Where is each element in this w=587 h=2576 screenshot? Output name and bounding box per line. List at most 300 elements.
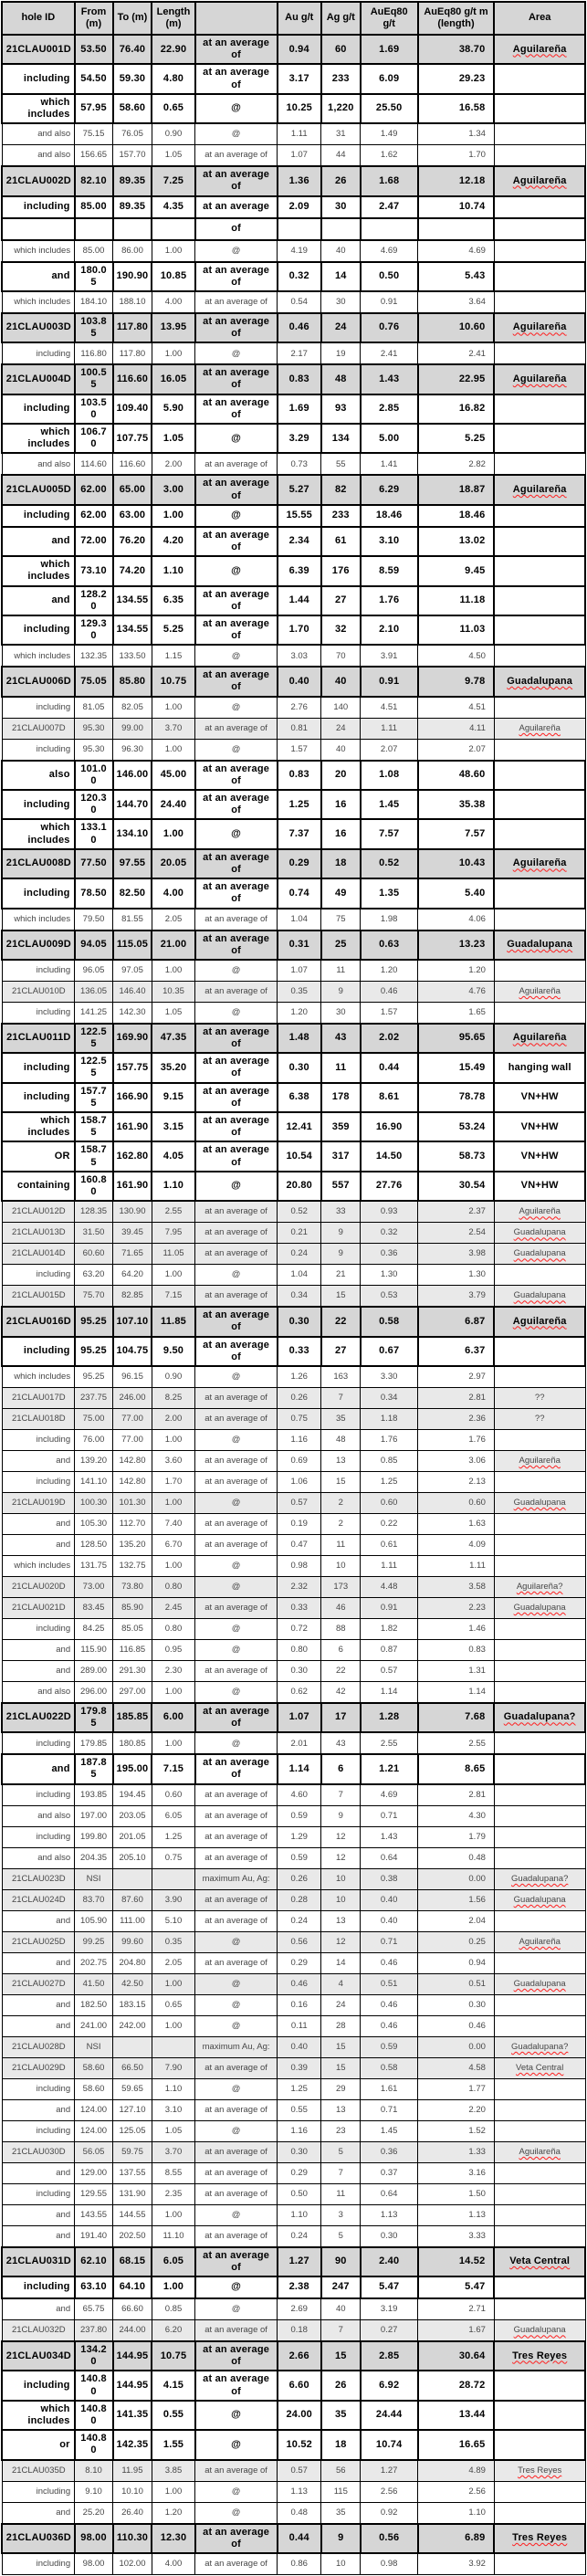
cell-from: 129.55: [75, 2183, 113, 2204]
cell-aueqm: 0.60: [418, 1492, 495, 1513]
cell-label: and: [2, 1754, 75, 1783]
table-row: [2, 1952, 585, 1973]
cell-area: Guadalupana: [494, 667, 585, 696]
cell-len: 1.00: [152, 2481, 194, 2502]
cell-ag: 5: [321, 2141, 361, 2162]
cell-len: 2.45: [152, 1597, 194, 1618]
cell-ag: 11: [321, 2183, 361, 2204]
cell-to: 68.15: [113, 2247, 152, 2276]
table-row: [2, 1450, 585, 1471]
cell-au: 1.70: [278, 615, 321, 645]
cell-len: 4.15: [152, 2371, 194, 2400]
cell-avg: @: [195, 342, 278, 364]
cell-from: 157.75: [75, 1083, 113, 1112]
cell-avg: @: [195, 556, 278, 585]
cell-to: 82.85: [113, 1286, 152, 1308]
cell-ag: 6: [321, 1639, 361, 1660]
cell-aueq: 1.18: [361, 1408, 418, 1429]
cell-avg: at an average of: [195, 64, 278, 93]
cell-ag: 9: [321, 981, 361, 1002]
cell-from: 136.05: [75, 981, 113, 1002]
cell-to: 134.10: [113, 819, 152, 848]
table-row: [2, 1307, 585, 1336]
cell-au: 0.24: [278, 1244, 321, 1265]
cell-len: 24.40: [152, 790, 194, 819]
cell-to: 117.80: [113, 313, 152, 342]
cell-aueq: 1.25: [361, 1471, 418, 1492]
cell-avg: at an average of: [195, 1703, 278, 1732]
cell-from: 85.00: [75, 240, 113, 262]
cell-aueqm: 30.64: [418, 2341, 495, 2371]
cell-aueqm: 4.58: [418, 2057, 495, 2078]
cell-ag: 16: [321, 819, 361, 848]
cell-area: [494, 1366, 585, 1388]
cell-aueq: 0.46: [361, 1994, 418, 2015]
cell-avg: @: [195, 2430, 278, 2459]
cell-avg: at an average of: [195, 849, 278, 878]
cell-len: 6.35: [152, 586, 194, 615]
cell-to: 73.80: [113, 1576, 152, 1597]
cell-aueqm: 95.65: [418, 1024, 495, 1053]
cell-au: 10.54: [278, 1141, 321, 1171]
cell-from: 158.75: [75, 1141, 113, 1171]
cell-len: 1.00: [152, 1555, 194, 1576]
cell-aueqm: 13.44: [418, 2401, 495, 2430]
cell-ag: 26: [321, 2371, 361, 2400]
cell-au: 1.27: [278, 2247, 321, 2276]
cell-area: [494, 739, 585, 761]
cell-au: 3.17: [278, 64, 321, 93]
cell-from: 75.05: [75, 667, 113, 696]
table-row: [2, 505, 585, 527]
cell-area: [494, 1534, 585, 1555]
cell-ag: 12: [321, 1826, 361, 1847]
cell-label: 21CLAU005D: [2, 475, 75, 504]
cell-to: 180.85: [113, 1732, 152, 1754]
cell-len: 8.25: [152, 1387, 194, 1408]
cell-aueq: 0.56: [361, 2524, 418, 2553]
cell-avg: at an average of: [195, 1112, 278, 1141]
table-row: [2, 1265, 585, 1286]
cell-aueqm: 1.14: [418, 1681, 495, 1703]
cell-area: [494, 453, 585, 475]
cell-to: 202.50: [113, 2225, 152, 2247]
table-row: [2, 240, 585, 262]
cell-from: 31.50: [75, 1223, 113, 1244]
cell-ag: 60: [321, 35, 361, 64]
cell-to: 144.55: [113, 2204, 152, 2225]
cell-aueq: 0.30: [361, 2225, 418, 2247]
cell-from: 289.00: [75, 1660, 113, 1681]
cell-aueqm: 30.54: [418, 1172, 495, 1201]
cell-from: 120.30: [75, 790, 113, 819]
cell-area: Aguilareña: [494, 166, 585, 195]
cell-au: 0.29: [278, 2162, 321, 2183]
cell-ag: 9: [321, 2524, 361, 2553]
cell-au: 0.59: [278, 1805, 321, 1826]
cell-aueq: 0.98: [361, 2553, 418, 2575]
cell-ag: 30: [321, 1002, 361, 1024]
cell-avg: @: [195, 697, 278, 719]
cell-ag: 15: [321, 1286, 361, 1308]
cell-avg: at an average of: [195, 527, 278, 556]
cell-aueq: 0.87: [361, 1639, 418, 1660]
cell-area: [494, 1910, 585, 1931]
table-row: [2, 2460, 585, 2482]
cell-label: including: [2, 1618, 75, 1639]
cell-au: 2.34: [278, 527, 321, 556]
cell-aueq: 2.10: [361, 615, 418, 645]
cell-from: 65.75: [75, 2298, 113, 2320]
cell-to: 39.45: [113, 1223, 152, 1244]
table-row: [2, 1805, 585, 1826]
cell-len: 1.00: [152, 1973, 194, 1994]
cell-avg: at an average of: [195, 394, 278, 424]
cell-ag: 44: [321, 145, 361, 167]
cell-len: 11.10: [152, 2225, 194, 2247]
cell-aueq: 0.57: [361, 1660, 418, 1681]
cell-aueqm: 3.98: [418, 1244, 495, 1265]
cell-au: 1.11: [278, 123, 321, 145]
cell-len: 3.60: [152, 1450, 194, 1471]
cell-to: 59.75: [113, 2141, 152, 2162]
cell-area: Aguilareña: [494, 313, 585, 342]
cell-au: 6.39: [278, 556, 321, 585]
cell-label: including: [2, 1429, 75, 1450]
cell-aueq: 7.57: [361, 819, 418, 848]
cell-au: 1.25: [278, 2078, 321, 2099]
cell-au: 2.17: [278, 342, 321, 364]
cell-avg: at an average of: [195, 1952, 278, 1973]
cell-label: which includes: [2, 819, 75, 848]
table-row: [2, 1286, 585, 1308]
cell-label: and: [2, 1639, 75, 1660]
table-row: [2, 1492, 585, 1513]
cell-len: 2.05: [152, 909, 194, 931]
cell-from: 141.10: [75, 1471, 113, 1492]
cell-to: [113, 218, 152, 240]
table-row: [2, 2225, 585, 2247]
cell-label: and: [2, 586, 75, 615]
cell-len: 11.85: [152, 1307, 194, 1336]
cell-label: which includes: [2, 291, 75, 313]
cell-from: 191.40: [75, 2225, 113, 2247]
cell-to: 96.30: [113, 739, 152, 761]
cell-aueqm: 4.76: [418, 981, 495, 1002]
cell-from: 103.50: [75, 394, 113, 424]
table-row: [2, 1660, 585, 1681]
table-row: [2, 849, 585, 878]
cell-aueq: 1.28: [361, 1703, 418, 1732]
cell-from: 84.25: [75, 1618, 113, 1639]
cell-aueq: 2.85: [361, 394, 418, 424]
cell-to: 166.90: [113, 1083, 152, 1112]
cell-area: Guadalupana: [494, 1597, 585, 1618]
cell-avg: at an average of: [195, 1244, 278, 1265]
cell-from: 132.35: [75, 645, 113, 667]
table-row: [2, 1847, 585, 1868]
cell-au: 10.52: [278, 2430, 321, 2459]
cell-ag: 30: [321, 291, 361, 313]
cell-aueqm: 2.36: [418, 1408, 495, 1429]
cell-from: 124.00: [75, 2099, 113, 2120]
cell-ag: 33: [321, 1201, 361, 1223]
table-row: [2, 1826, 585, 1847]
cell-aueq: 0.64: [361, 2183, 418, 2204]
cell-label: which includes: [2, 1366, 75, 1388]
cell-label: including: [2, 1471, 75, 1492]
cell-from: 180.05: [75, 262, 113, 291]
cell-ag: 2: [321, 1513, 361, 1534]
cell-aueqm: 0.48: [418, 1847, 495, 1868]
cell-len: 10.85: [152, 262, 194, 291]
cell-from: NSI: [75, 2036, 113, 2057]
table-row: [2, 1784, 585, 1806]
cell-avg: @: [195, 1973, 278, 1994]
cell-from: 73.00: [75, 1576, 113, 1597]
cell-from: 124.00: [75, 2120, 113, 2141]
cell-to: 85.80: [113, 667, 152, 696]
cell-aueq: 0.22: [361, 1513, 418, 1534]
cell-len: 3.90: [152, 1889, 194, 1910]
cell-area: VN+HW: [494, 1172, 585, 1201]
cell-from: 8.10: [75, 2460, 113, 2482]
table-row: [2, 1083, 585, 1112]
cell-avg: @: [195, 1732, 278, 1754]
cell-aueqm: 1.67: [418, 2320, 495, 2342]
table-row: [2, 527, 585, 556]
table-row: [2, 1429, 585, 1450]
cell-area: [494, 1429, 585, 1450]
cell-ag: 17: [321, 1703, 361, 1732]
cell-au: 0.40: [278, 667, 321, 696]
cell-from: 95.30: [75, 739, 113, 761]
cell-ag: 93: [321, 394, 361, 424]
cell-to: 11.95: [113, 2460, 152, 2482]
cell-to: 242.00: [113, 2015, 152, 2036]
cell-aueq: 0.50: [361, 262, 418, 291]
cell-au: 15.55: [278, 505, 321, 527]
cell-au: 0.73: [278, 453, 321, 475]
cell-len: 1.00: [152, 819, 194, 848]
cell-label: 21CLAU012D: [2, 1201, 75, 1223]
cell-ag: 27: [321, 1337, 361, 1366]
cell-au: 0.11: [278, 2015, 321, 2036]
cell-avg: at an average of: [195, 931, 278, 960]
cell-aueqm: 18.87: [418, 475, 495, 504]
cell-from: 41.50: [75, 1973, 113, 1994]
cell-au: 1.48: [278, 1024, 321, 1053]
cell-area: [494, 2204, 585, 2225]
table-row: [2, 1024, 585, 1053]
cell-from: 182.50: [75, 1994, 113, 2015]
header-area: Area: [494, 2, 585, 35]
table-row: [2, 424, 585, 453]
cell-label: including: [2, 1083, 75, 1112]
cell-label: which includes: [2, 94, 75, 123]
cell-label: and: [2, 1910, 75, 1931]
cell-len: 0.85: [152, 2298, 194, 2320]
table-row: [2, 453, 585, 475]
cell-avg: @: [195, 1931, 278, 1952]
cell-label: and also: [2, 1847, 75, 1868]
cell-to: 66.60: [113, 2298, 152, 2320]
table-row: [2, 761, 585, 790]
cell-label: which includes: [2, 1112, 75, 1141]
cell-label: and also: [2, 123, 75, 145]
cell-from: 184.10: [75, 291, 113, 313]
cell-from: 133.10: [75, 819, 113, 848]
cell-aueq: 3.30: [361, 1366, 418, 1388]
cell-aueqm: 11.03: [418, 615, 495, 645]
cell-label: 21CLAU020D: [2, 1576, 75, 1597]
cell-len: 6.00: [152, 1703, 194, 1732]
cell-au: 0.16: [278, 1994, 321, 2015]
cell-aueq: 0.51: [361, 1973, 418, 1994]
cell-to: 203.05: [113, 1805, 152, 1826]
cell-to: 110.30: [113, 2524, 152, 2553]
cell-avg: @: [195, 960, 278, 982]
cell-to: 89.35: [113, 166, 152, 195]
cell-au: 2.09: [278, 196, 321, 218]
cell-area: [494, 1754, 585, 1783]
cell-au: 1.26: [278, 1366, 321, 1388]
cell-len: 1.00: [152, 1492, 194, 1513]
header-to: To (m): [113, 2, 152, 35]
cell-aueqm: 2.23: [418, 1597, 495, 1618]
cell-aueq: 1.11: [361, 718, 418, 739]
cell-area: [494, 1660, 585, 1681]
cell-from: 57.95: [75, 94, 113, 123]
cell-label: and: [2, 2099, 75, 2120]
cell-ag: 48: [321, 1429, 361, 1450]
cell-from: 160.80: [75, 1172, 113, 1201]
cell-au: 0.32: [278, 262, 321, 291]
cell-aueq: 2.85: [361, 2341, 418, 2371]
cell-from: 122.55: [75, 1024, 113, 1053]
cell-from: 81.05: [75, 697, 113, 719]
table-row: [2, 790, 585, 819]
cell-aueq: 1.49: [361, 123, 418, 145]
cell-to: 162.80: [113, 1141, 152, 1171]
cell-to: 144.95: [113, 2371, 152, 2400]
cell-au: 3.03: [278, 645, 321, 667]
cell-len: 7.90: [152, 2057, 194, 2078]
cell-to: 130.90: [113, 1201, 152, 1223]
cell-avg: at an average of: [195, 262, 278, 291]
cell-ag: 12: [321, 1847, 361, 1868]
cell-au: 4.60: [278, 1784, 321, 1806]
cell-ag: 14: [321, 262, 361, 291]
cell-area: [494, 1337, 585, 1366]
cell-avg: at an average of: [195, 586, 278, 615]
table-row: [2, 1223, 585, 1244]
cell-aueq: 2.40: [361, 2247, 418, 2276]
cell-area: [494, 2481, 585, 2502]
cell-from: 94.05: [75, 931, 113, 960]
cell-area: Aguilareña: [494, 849, 585, 878]
cell-ag: 11: [321, 960, 361, 982]
cell-ag: 29: [321, 2078, 361, 2099]
cell-au: 0.33: [278, 1337, 321, 1366]
cell-au: 0.98: [278, 1555, 321, 1576]
cell-from: 58.60: [75, 2057, 113, 2078]
cell-aueqm: 0.00: [418, 1868, 495, 1889]
cell-from: 9.10: [75, 2481, 113, 2502]
cell-ag: 55: [321, 453, 361, 475]
cell-area: Aguilareña: [494, 718, 585, 739]
cell-area: VN+HW: [494, 1141, 585, 1171]
table-row: [2, 2430, 585, 2459]
cell-to: 58.60: [113, 94, 152, 123]
cell-au: 0.56: [278, 1931, 321, 1952]
cell-au: 1.36: [278, 166, 321, 195]
cell-au: 0.29: [278, 849, 321, 878]
cell-area: Guadalupana?: [494, 1868, 585, 1889]
cell-ag: 176: [321, 556, 361, 585]
cell-aueq: 16.90: [361, 1112, 418, 1141]
table-row: [2, 1387, 585, 1408]
cell-aueqm: 16.58: [418, 94, 495, 123]
cell-ag: 9: [321, 1244, 361, 1265]
table-row: [2, 667, 585, 696]
cell-aueqm: 2.54: [418, 1223, 495, 1244]
cell-avg: @: [195, 1492, 278, 1513]
cell-label: including: [2, 342, 75, 364]
cell-ag: 42: [321, 1681, 361, 1703]
cell-aueqm: 4.51: [418, 697, 495, 719]
cell-aueq: 4.69: [361, 240, 418, 262]
cell-len: 6.20: [152, 2320, 194, 2342]
cell-to: 205.10: [113, 1847, 152, 1868]
cell-aueqm: 1.52: [418, 2120, 495, 2141]
cell-len: 1.05: [152, 1002, 194, 1024]
cell-from: 95.25: [75, 1366, 113, 1388]
cell-ag: 10: [321, 2553, 361, 2575]
cell-aueq: 1.30: [361, 1265, 418, 1286]
cell-au: 2.69: [278, 2298, 321, 2320]
cell-aueqm: 5.25: [418, 424, 495, 453]
cell-aueqm: 10.60: [418, 313, 495, 342]
cell-to: 87.60: [113, 1889, 152, 1910]
table-row: [2, 94, 585, 123]
cell-aueq: 0.46: [361, 981, 418, 1002]
cell-from: 105.30: [75, 1513, 113, 1534]
cell-avg: at an average of: [195, 1826, 278, 1847]
cell-avg: at an average of: [195, 1450, 278, 1471]
cell-label: 21CLAU032D: [2, 2320, 75, 2342]
table-row: [2, 218, 585, 240]
cell-ag: 359: [321, 1112, 361, 1141]
cell-area: Aguilareña: [494, 475, 585, 504]
cell-aueq: 2.55: [361, 1732, 418, 1754]
cell-area: [494, 218, 585, 240]
cell-len: 1.00: [152, 1732, 194, 1754]
cell-aueq: 3.10: [361, 527, 418, 556]
cell-aueq: 3.91: [361, 645, 418, 667]
cell-avg: @: [195, 2078, 278, 2099]
cell-ag: 9: [321, 1805, 361, 1826]
cell-from: 128.20: [75, 586, 113, 615]
cell-area: ??: [494, 1387, 585, 1408]
cell-len: 4.20: [152, 527, 194, 556]
cell-au: 0.39: [278, 2057, 321, 2078]
cell-aueq: 0.91: [361, 667, 418, 696]
cell-area: Aguilareña: [494, 981, 585, 1002]
cell-label: which includes: [2, 1555, 75, 1576]
cell-ag: 21: [321, 1265, 361, 1286]
cell-ag: 82: [321, 475, 361, 504]
